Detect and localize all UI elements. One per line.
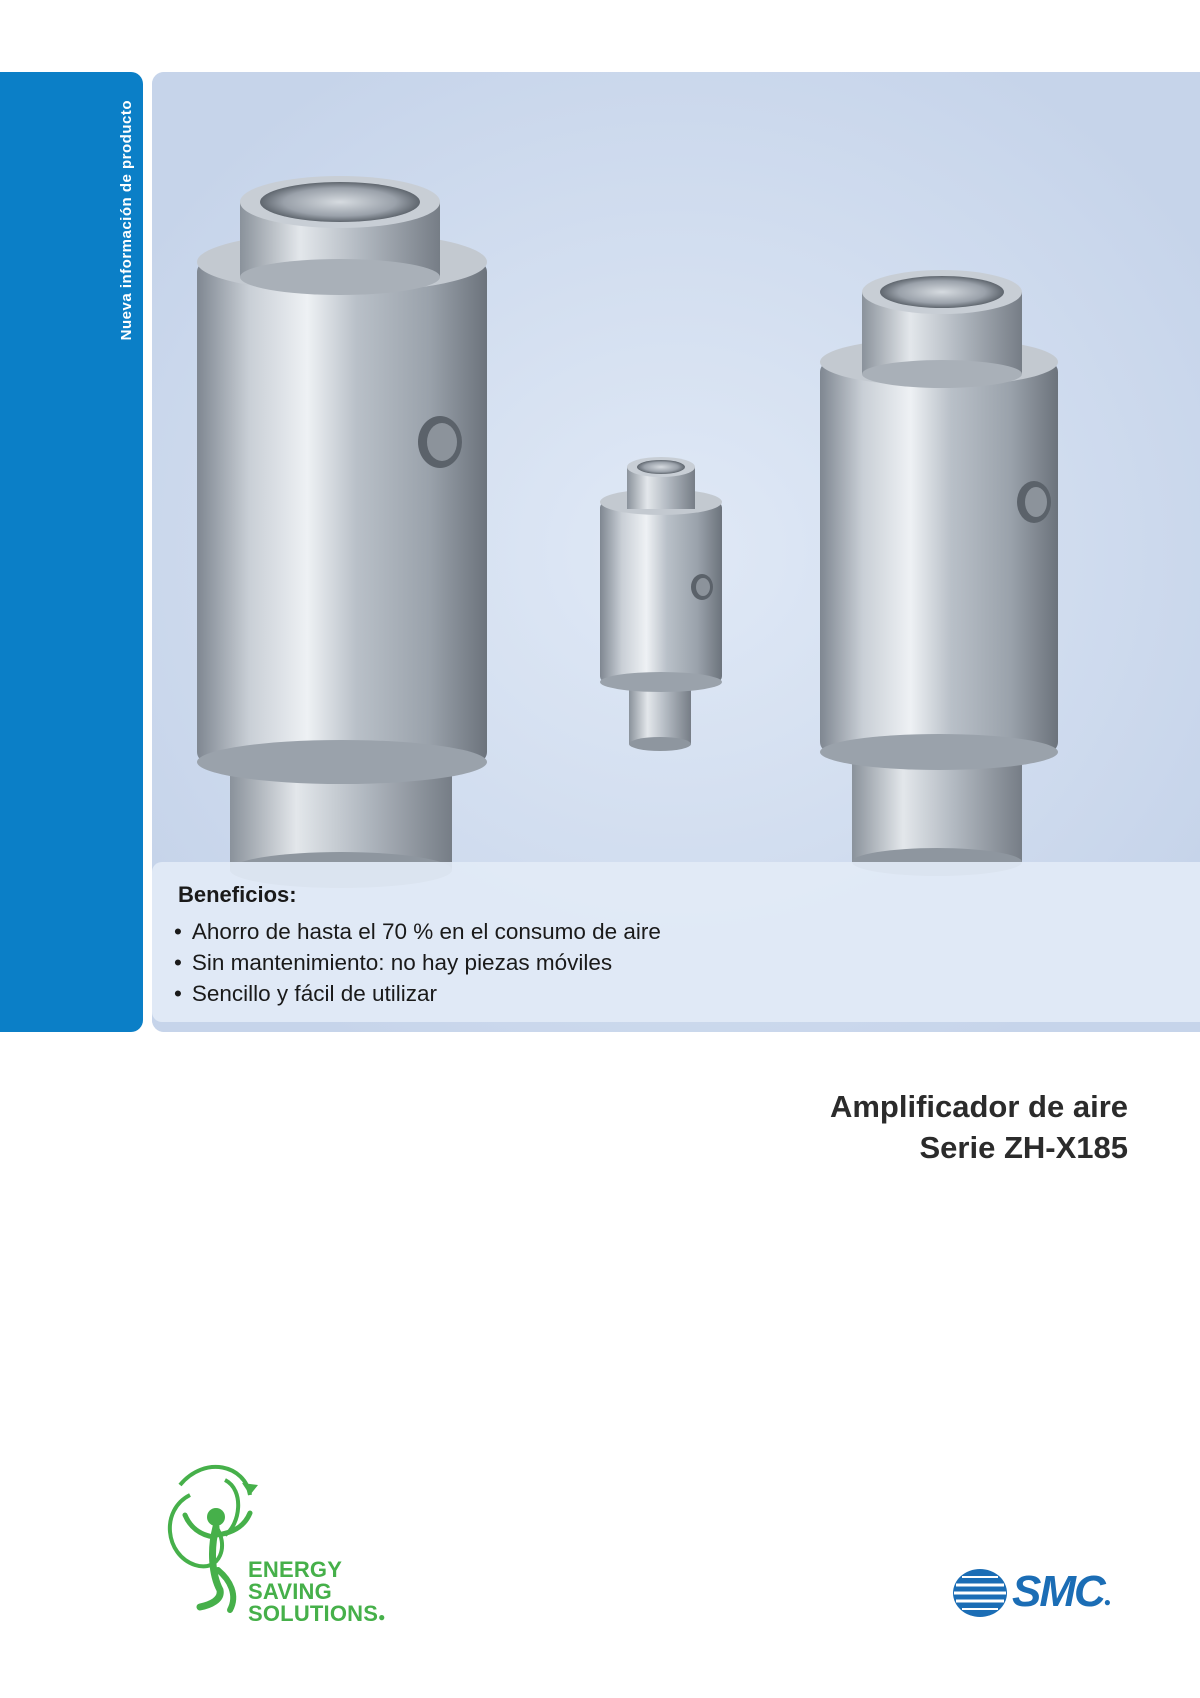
sidebar-label: Nueva información de producto <box>118 100 135 341</box>
amplifier-large <box>197 176 487 888</box>
smc-logo <box>950 1565 1140 1621</box>
benefit-text: Sencillo y fácil de utilizar <box>191 981 437 1006</box>
benefit-text: Ahorro de hasta el 70 % en el consumo de aire <box>191 919 661 944</box>
smc-wordmark <box>1012 1567 1111 1627</box>
smc-globe-icon <box>950 1565 1012 1621</box>
benefit-text: Sin mantenimiento: no hay piezas móviles <box>191 950 613 975</box>
smc-text: SMC <box>1012 1567 1104 1616</box>
energy-word: ENERGY <box>248 1557 343 1582</box>
benefits-list <box>174 916 661 1009</box>
benefit-item <box>174 916 661 947</box>
product-title <box>830 1086 1128 1168</box>
registered-mark-icon: ● <box>378 1610 386 1624</box>
saving-word: SAVING <box>248 1579 332 1604</box>
benefits-title: Beneficios: <box>178 882 297 907</box>
registered-mark-icon: ● <box>1103 1595 1112 1609</box>
benefit-item <box>174 947 661 978</box>
benefit-item <box>174 978 661 1009</box>
bullet-icon: • <box>174 981 182 1006</box>
product-title-line2: Serie ZH-X185 <box>919 1130 1128 1165</box>
bullet-icon: • <box>174 919 182 944</box>
benefits-box <box>152 862 1200 1022</box>
bullet-icon: • <box>174 950 182 975</box>
energy-saving-solutions-logo <box>150 1455 450 1626</box>
product-title-line1: Amplificador de aire <box>829 1089 1128 1124</box>
energy-saving-wordmark <box>248 1559 386 1628</box>
solutions-word: SOLUTIONS <box>248 1601 379 1626</box>
